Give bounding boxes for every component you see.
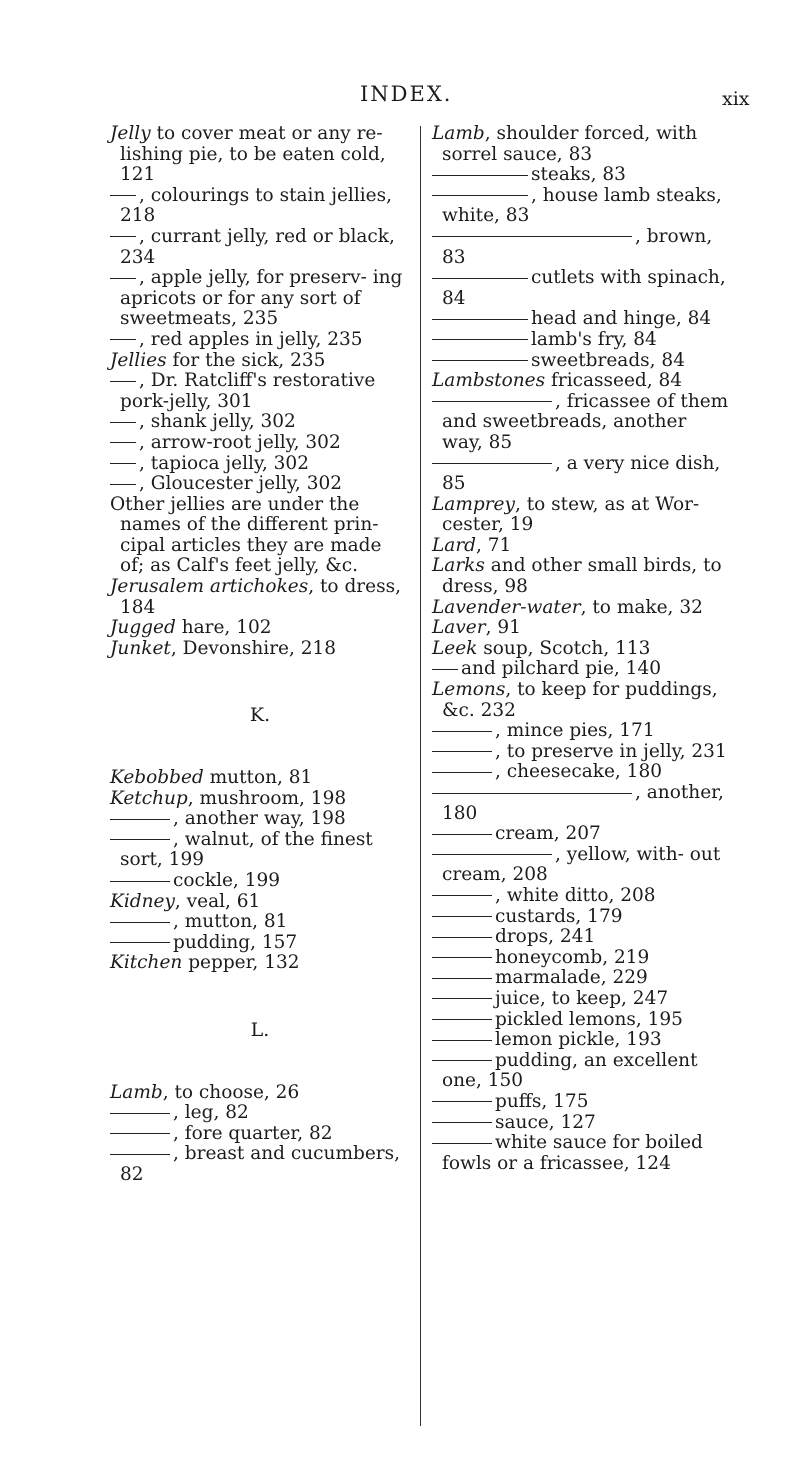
index-subentry <box>432 824 732 845</box>
index-entry <box>110 639 410 660</box>
entry-text: , mushroom, 198 <box>187 787 347 809</box>
index-subentry <box>432 268 732 309</box>
entry-text: lamb's fry, 84 <box>531 328 657 350</box>
index-subentry <box>432 989 732 1010</box>
entry-text: juice, to keep, 247 <box>495 987 669 1009</box>
ditto-dash <box>110 339 136 340</box>
ditto-dash <box>110 195 136 196</box>
ditto-dash <box>432 1040 492 1041</box>
index-subentry <box>432 454 732 495</box>
ditto-dash <box>432 957 492 958</box>
index-entry <box>110 495 410 577</box>
index-subentry <box>432 659 732 680</box>
index-subentry <box>432 742 732 763</box>
entry-text: , shank jelly, 302 <box>139 411 296 433</box>
index-subentry <box>432 165 732 186</box>
index-subentry <box>432 309 732 330</box>
ditto-dash <box>110 442 136 443</box>
ditto-dash <box>432 1101 492 1102</box>
index-subentry <box>110 933 410 954</box>
entry-heading: Jellies <box>110 349 167 371</box>
entry-text: , Dr. Ratcliff's restorative pork-jelly, 301 <box>120 370 376 412</box>
entry-text: and pilchard pie, 140 <box>461 658 661 680</box>
ditto-dash <box>110 1133 170 1134</box>
entry-text: pudding, an excellent one, 150 <box>442 1049 698 1092</box>
entry-heading: Jelly <box>110 123 151 144</box>
ditto-dash <box>110 484 136 485</box>
entry-heading: Kidney <box>110 890 175 912</box>
entry-text: , currant jelly, red or black, 234 <box>120 225 395 268</box>
index-subentry <box>110 268 410 330</box>
index-entry <box>432 680 732 721</box>
ditto-dash <box>432 834 492 835</box>
entry-text: , to stew, as at Wor- cester, 19 <box>442 493 700 536</box>
index-subentry <box>432 186 732 227</box>
entry-text: mutton, 81 <box>203 767 313 789</box>
index-subentry <box>110 871 410 892</box>
entry-text: , white ditto, 208 <box>495 884 656 906</box>
ditto-dash <box>110 839 170 840</box>
entry-heading: Kitchen <box>110 952 183 974</box>
entry-text: white sauce for boiled fowls or a fricassee, 124 <box>442 1132 703 1174</box>
entry-text: cream, 207 <box>495 823 601 845</box>
entry-text: head and hinge, 84 <box>531 308 712 330</box>
entry-text: , mutton, 81 <box>173 911 288 933</box>
ditto-dash <box>110 422 136 423</box>
index-entry <box>110 1083 410 1104</box>
index-entry <box>432 618 732 639</box>
entry-text: , colourings to stain jellies, 218 <box>120 184 393 227</box>
index-entry <box>110 789 410 810</box>
index-subentry <box>110 1103 410 1124</box>
index-entry <box>110 892 410 913</box>
index-subentry <box>110 830 410 871</box>
section-letter: L. <box>250 1018 270 1041</box>
entry-heading: Lamb <box>432 123 485 144</box>
index-subentry <box>110 412 410 433</box>
ditto-dash <box>432 669 458 670</box>
ditto-dash <box>432 793 632 794</box>
entry-heading: Lemons <box>432 679 506 701</box>
index-subentry <box>110 330 410 351</box>
ditto-dash <box>432 854 552 855</box>
entry-heading: Ketchup <box>110 787 188 809</box>
ditto-dash <box>432 895 492 896</box>
index-entry <box>110 618 410 639</box>
ditto-dash <box>432 978 492 979</box>
ditto-dash <box>110 463 136 464</box>
index-entry <box>432 536 732 557</box>
entry-text: pudding, 157 <box>173 931 298 953</box>
entry-text: sauce, 127 <box>495 1111 596 1133</box>
entry-heading: Lambstones <box>432 370 546 392</box>
entry-text: puffs, 175 <box>495 1090 589 1112</box>
entry-text: , veal, 61 <box>174 890 261 912</box>
ditto-dash <box>110 942 170 943</box>
entry-text: honeycomb, 219 <box>495 946 650 968</box>
entry-text: , to make, 32 <box>580 596 703 618</box>
entry-text: , red apples in jelly, 235 <box>139 328 363 350</box>
entry-heading: Jugged <box>110 617 176 639</box>
ditto-dash <box>432 916 492 917</box>
index-entry <box>110 768 410 789</box>
entry-text: , 91 <box>485 617 521 639</box>
entry-text: for the sick, 235 <box>166 349 326 371</box>
entry-text: , apple jelly, for preserv- ing apricots or for any sort of sweetmeats, 235 <box>120 267 403 330</box>
entry-text: cutlets with spinach, 84 <box>442 267 726 309</box>
entry-text: to cover meat or any re- lishing pie, to be eaten cold, 121 <box>120 123 386 186</box>
entry-heading: Lavender-water <box>432 596 581 618</box>
index-subentry <box>110 912 410 933</box>
entry-heading: Leek <box>432 637 478 659</box>
index-subentry <box>432 886 732 907</box>
index-subentry <box>432 1010 732 1031</box>
entry-text: , a very nice dish, 85 <box>442 452 721 495</box>
entry-text: , brown, 83 <box>442 225 713 268</box>
index-subentry <box>432 845 732 886</box>
entry-text: , arrow-root jelly, 302 <box>139 431 341 453</box>
entry-heading: Lamb <box>110 1081 163 1103</box>
section-letter: K. <box>249 704 271 727</box>
entry-text: , house lamb steaks, white, 83 <box>442 184 722 227</box>
entry-heading: Larks <box>432 555 485 577</box>
ditto-dash <box>110 381 136 382</box>
ditto-dash <box>110 819 170 820</box>
ditto-dash <box>432 236 632 237</box>
index-entry <box>432 639 732 660</box>
index-entry <box>432 556 732 597</box>
entry-text: , another, 180 <box>442 782 724 824</box>
running-title: INDEX. <box>360 82 453 106</box>
index-subentry <box>110 433 410 454</box>
entry-heading: Lard <box>432 534 477 556</box>
entry-text: pepper, 132 <box>182 952 300 974</box>
page-header <box>0 82 800 112</box>
ditto-dash <box>432 463 552 464</box>
index-entry <box>432 598 732 619</box>
index-column-left <box>110 124 410 1186</box>
ditto-dash <box>432 1122 492 1123</box>
ditto-dash <box>432 360 528 361</box>
index-subentry <box>432 948 732 969</box>
index-subentry <box>432 721 732 742</box>
column-divider <box>420 126 421 1426</box>
index-subentry <box>432 968 732 989</box>
ditto-dash <box>432 278 528 279</box>
entry-text: , breast and cucumbers, 82 <box>120 1143 401 1185</box>
entry-heading: Jerusalem artichokes <box>110 576 309 598</box>
index-subentry <box>110 454 410 475</box>
entry-heading: Lamprey <box>432 493 515 515</box>
index-subentry <box>110 474 410 495</box>
ditto-dash <box>432 319 528 320</box>
entry-text: , tapioca jelly, 302 <box>139 452 309 474</box>
page-number: xix <box>722 88 750 110</box>
index-subentry <box>432 907 732 928</box>
entry-text: , to choose, 26 <box>162 1081 300 1103</box>
index-subentry <box>432 392 732 454</box>
ditto-dash <box>432 195 528 196</box>
ditto-dash <box>432 1143 492 1144</box>
entry-heading: Junket <box>110 637 171 659</box>
index-subentry <box>432 1092 732 1113</box>
index-subentry <box>432 783 732 824</box>
ditto-dash <box>110 922 170 923</box>
entry-text: , another way, 198 <box>173 808 346 830</box>
entry-text: Other jellies are under the names of the different prin- cipal articles they are made of; as Calf's feet jelly, &c. <box>110 493 382 577</box>
index-entry <box>110 124 410 186</box>
entry-text: , Devonshire, 218 <box>170 637 337 659</box>
index-entry <box>110 577 410 618</box>
entry-text: steaks, 83 <box>531 164 626 186</box>
entry-text: , leg, 82 <box>173 1102 249 1124</box>
entry-text: , mince pies, 171 <box>495 720 655 742</box>
index-subentry <box>110 371 410 412</box>
entry-text: , fore quarter, 82 <box>173 1122 333 1144</box>
index-subentry <box>432 1133 732 1174</box>
index-subentry <box>110 1124 410 1145</box>
entry-text: hare, 102 <box>175 617 272 639</box>
entry-text: , fricassee of them and sweetbreads, another way, 85 <box>442 390 729 453</box>
ditto-dash <box>432 1060 492 1061</box>
index-entry <box>432 495 732 536</box>
ditto-dash <box>432 731 492 732</box>
entry-text: , yellow, with- out cream, 208 <box>442 843 721 886</box>
ditto-dash <box>432 339 528 340</box>
ditto-dash <box>110 236 136 237</box>
ditto-dash <box>432 751 492 752</box>
ditto-dash <box>110 278 136 279</box>
ditto-dash <box>110 881 170 882</box>
entry-text: sweetbreads, 84 <box>531 349 685 371</box>
ditto-dash <box>110 1154 170 1155</box>
index-entry <box>110 953 410 974</box>
index-subentry <box>432 330 732 351</box>
index-subentry <box>432 927 732 948</box>
ditto-dash <box>432 401 552 402</box>
ditto-dash <box>110 1113 170 1114</box>
entry-text: fricasseed, 84 <box>545 370 683 392</box>
entry-heading: Kebobbed <box>110 767 204 789</box>
entry-text: marmalade, 229 <box>495 967 648 989</box>
index-subentry <box>432 351 732 372</box>
entry-text: , 71 <box>476 534 512 556</box>
index-subentry <box>432 1113 732 1134</box>
ditto-dash <box>432 1019 492 1020</box>
entry-text: , walnut, of the finest sort, 199 <box>120 828 373 871</box>
entry-text: pickled lemons, 195 <box>495 1008 683 1030</box>
index-entry <box>110 351 410 372</box>
index-entry <box>432 371 732 392</box>
index-subentry <box>110 186 410 227</box>
entry-text: , to keep for puddings, &c. 232 <box>442 679 718 721</box>
index-column-right <box>432 124 732 1174</box>
index-subentry <box>432 227 732 268</box>
entry-text: lemon pickle, 193 <box>495 1029 662 1051</box>
entry-text: and other small birds, to dress, 98 <box>442 555 722 598</box>
index-subentry <box>432 1030 732 1051</box>
entry-text: soup, Scotch, 113 <box>477 637 651 659</box>
index-subentry <box>432 762 732 783</box>
entry-text: , shoulder forced, with sorrel sauce, 83 <box>442 123 698 165</box>
entry-text: , Gloucester jelly, 302 <box>139 473 343 495</box>
index-subentry <box>110 809 410 830</box>
entry-text: , cheesecake, 180 <box>495 761 662 783</box>
ditto-dash <box>432 998 492 999</box>
entry-text: cockle, 199 <box>173 870 281 891</box>
entry-text: drops, 241 <box>495 926 596 948</box>
entry-heading: Laver <box>432 617 486 639</box>
index-subentry <box>432 1051 732 1092</box>
entry-text: , to preserve in jelly, 231 <box>495 740 727 762</box>
ditto-dash <box>432 937 492 938</box>
index-subentry <box>110 227 410 268</box>
ditto-dash <box>432 175 528 176</box>
index-subentry <box>110 1144 410 1185</box>
entry-text: , to dress, 184 <box>120 576 401 618</box>
index-entry <box>432 124 732 165</box>
ditto-dash <box>432 772 492 773</box>
entry-text: custards, 179 <box>495 905 623 927</box>
